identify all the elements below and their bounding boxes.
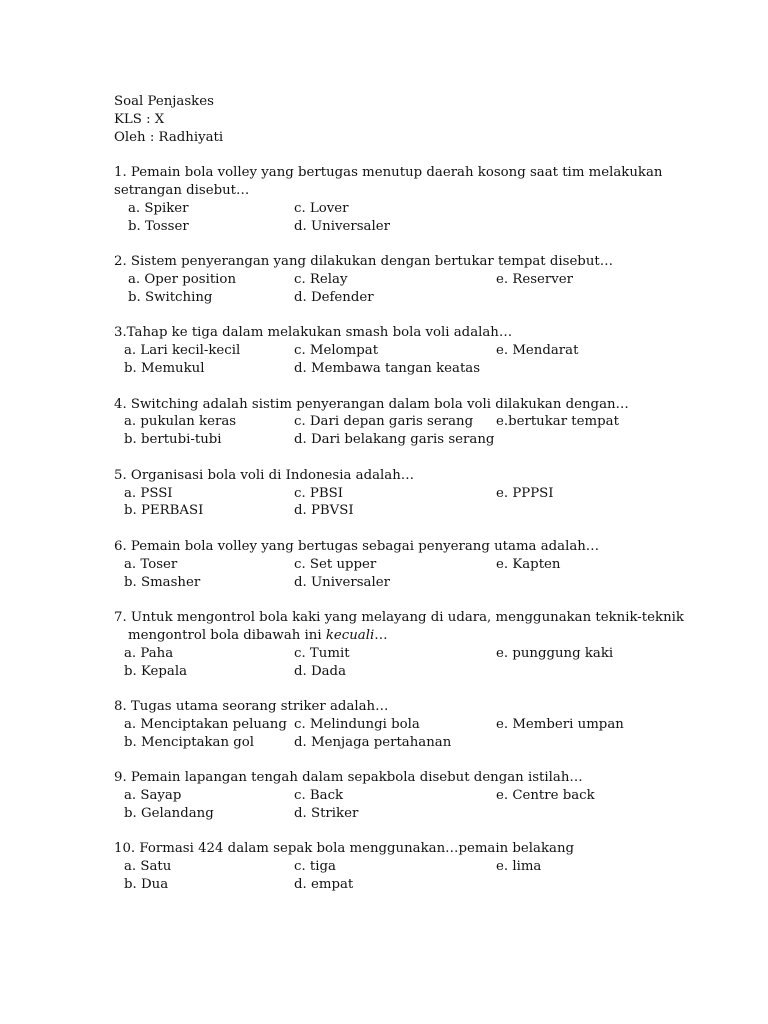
spacer — [114, 680, 754, 698]
option-c: c. Set upper — [294, 556, 377, 572]
spacer — [114, 823, 754, 841]
spacer — [114, 146, 754, 164]
options-row — [114, 645, 754, 663]
option-b: b. Tosser — [128, 218, 189, 234]
spacer — [114, 520, 754, 538]
question-2 — [114, 253, 754, 306]
option-c: c. Melindungi bola — [294, 716, 420, 732]
options-row — [114, 413, 754, 431]
options-row — [114, 289, 754, 307]
spacer — [114, 751, 754, 769]
options-row — [114, 574, 754, 592]
question-text: 9. Pemain lapangan tengah dalam sepakbola disebut dengan istilah… — [114, 770, 583, 786]
option-c: c. Dari depan garis serang — [294, 414, 474, 430]
option-a: a. Spiker — [128, 200, 189, 216]
option-d: d. Defender — [294, 289, 374, 305]
options-row — [114, 556, 754, 574]
question-text-cont — [114, 627, 754, 645]
option-d: d. Membawa tangan keatas — [294, 360, 481, 376]
option-e: e. lima — [496, 859, 542, 875]
question-text: 10. Formasi 424 dalam sepak bola menggunakan…pemain belakang — [114, 841, 575, 857]
option-c: c. Relay — [294, 271, 348, 287]
question-text: 5. Organisasi bola voli di Indonesia adalah… — [114, 467, 415, 483]
option-a: a. Menciptakan peluang — [124, 716, 287, 732]
question-text: 4. Switching adalah sistim penyerangan dalam bola voli dilakukan dengan… — [114, 396, 629, 412]
option-e: e. PPPSI — [496, 485, 554, 501]
option-e: e. Mendarat — [496, 343, 579, 359]
question-7 — [114, 609, 754, 680]
question-text: 2. Sistem penyerangan yang dilakukan dengan bertukar tempat disebut… — [114, 254, 614, 270]
question-9 — [114, 769, 754, 822]
question-text-italic: kecuali — [325, 627, 375, 643]
option-e: e. Kapten — [496, 556, 561, 572]
doc-class: KLS : X — [114, 111, 165, 127]
option-b: b. Menciptakan gol — [124, 734, 255, 750]
question-text: 7. Untuk mengontrol bola kaki yang melayang di udara, menggunakan teknik-teknik — [114, 610, 684, 626]
options-row — [114, 734, 754, 752]
options-row — [114, 805, 754, 823]
option-e: e. Memberi umpan — [496, 716, 624, 732]
options-row — [114, 502, 754, 520]
option-b: b. bertubi-tubi — [124, 432, 222, 448]
options-row — [114, 200, 754, 218]
question-text-end: … — [374, 627, 388, 643]
spacer — [114, 307, 754, 325]
question-6 — [114, 538, 754, 591]
question-text: 8. Tugas utama seorang striker adalah… — [114, 699, 389, 715]
options-row — [114, 858, 754, 876]
option-d: d. Universaler — [294, 574, 390, 590]
option-b: b. Switching — [128, 289, 213, 305]
options-row — [114, 342, 754, 360]
option-c: c. Lover — [294, 200, 349, 216]
document-page — [114, 93, 754, 894]
options-row — [114, 271, 754, 289]
option-a: a. Lari kecil-kecil — [124, 343, 241, 359]
option-a: a. pukulan keras — [124, 414, 237, 430]
option-d: d. empat — [294, 877, 354, 893]
question-3 — [114, 324, 754, 377]
option-a: a. Satu — [124, 859, 172, 875]
question-text: 3.Tahap ke tiga dalam melakukan smash bola voli adalah… — [114, 325, 513, 341]
spacer — [114, 378, 754, 396]
option-e: e. punggung kaki — [496, 645, 614, 661]
option-e: e. Centre back — [496, 788, 595, 804]
options-row — [114, 716, 754, 734]
option-b: b. PERBASI — [124, 503, 204, 519]
option-b: b. Kepala — [124, 663, 188, 679]
option-c: c. tiga — [294, 859, 336, 875]
option-d: d. Striker — [294, 805, 359, 821]
question-text-plain: mengontrol bola dibawah ini — [128, 627, 326, 643]
options-row — [114, 218, 754, 236]
option-a: a. Oper position — [128, 271, 237, 287]
option-d: d. Dada — [294, 663, 346, 679]
option-d: d. Universaler — [294, 218, 390, 234]
options-row — [114, 787, 754, 805]
question-1 — [114, 164, 754, 235]
option-e: e. Reserver — [496, 271, 573, 287]
options-row — [114, 431, 754, 449]
option-b: b. Smasher — [124, 574, 201, 590]
options-row — [114, 360, 754, 378]
option-a: a. Sayap — [124, 788, 182, 804]
option-e: e.bertukar tempat — [496, 414, 619, 430]
option-a: a. Paha — [124, 645, 174, 661]
option-b: b. Gelandang — [124, 805, 214, 821]
option-b: b. Memukul — [124, 360, 205, 376]
question-text: 6. Pemain bola volley yang bertugas sebagai penyerang utama adalah… — [114, 538, 600, 554]
option-d: d. PBVSI — [294, 503, 354, 519]
option-a: a. Toser — [124, 556, 178, 572]
doc-author: Oleh : Radhiyati — [114, 129, 224, 145]
spacer — [114, 591, 754, 609]
question-4 — [114, 396, 754, 449]
spacer — [114, 235, 754, 253]
doc-title: Soal Penjaskes — [114, 94, 214, 109]
option-a: a. PSSI — [124, 485, 173, 501]
option-d: d. Menjaga pertahanan — [294, 734, 452, 750]
question-10 — [114, 840, 754, 893]
option-c: c. Melompat — [294, 343, 379, 359]
question-text: 1. Pemain bola volley yang bertugas menutup daerah kosong saat tim melakukan — [114, 165, 663, 181]
option-d: d. Dari belakang garis serang — [294, 432, 495, 448]
option-b: b. Dua — [124, 877, 169, 893]
option-c: c. Tumit — [294, 645, 350, 661]
option-c: c. Back — [294, 788, 344, 804]
spacer — [114, 449, 754, 467]
question-8 — [114, 698, 754, 751]
options-row — [114, 485, 754, 503]
option-c: c. PBSI — [294, 485, 343, 501]
question-5 — [114, 467, 754, 520]
question-text-cont: setrangan disebut… — [114, 182, 250, 198]
options-row — [114, 663, 754, 681]
options-row — [114, 876, 754, 894]
